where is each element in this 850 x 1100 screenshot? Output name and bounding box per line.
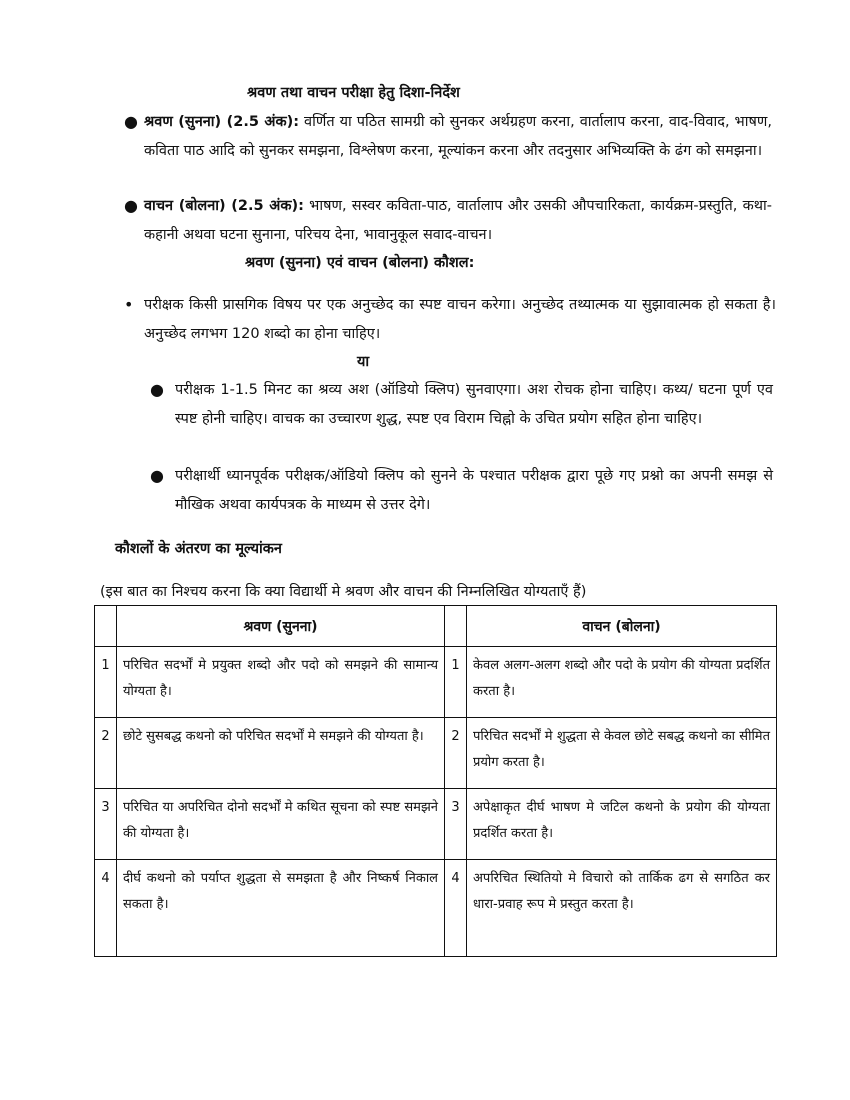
row-number: 4 [95,860,117,957]
bullet-dot: ● [150,466,164,485]
section-title: कौशलों के अंतरण का मूल्यांकन [115,541,282,557]
table-row [95,718,777,789]
bullet-dot: ● [124,112,138,131]
speaking-cell: अपरिचित स्थितियो मे विचारो को तार्किक ढग से सगठित कर धारा-प्रवाह रूप मे प्रस्तुत करता है। [467,860,777,957]
speaking-cell: परिचित सदर्भों मे शुद्धता से केवल छोटे सबद्ध कथनो का सीमित प्रयोग करता है। [467,718,777,789]
row-number: 3 [445,789,467,860]
bullet-dot: ● [150,380,164,399]
table-header-blank [445,606,467,647]
table-header-row [95,606,777,647]
table-row [95,647,777,718]
speaking-text: भाषण, सस्वर कविता-पाठ, वार्तालाप और उसकी औपचारिकता, कार्यक्रम-प्रस्तुति, कथा-कहानी अथवा घटना सुनाना, परिचय देना, भावानुकूल सवाद-वाचन। [144,198,773,243]
examiner-paragraph: परीक्षक किसी प्रासगिक विषय पर एक अनुच्छेद का स्पष्ट वाचन करेगा। अनुच्छेद तथ्यात्मक या सुझावात्मक हो सकता है। अनुच्छेद लगभग 120 शब्दो का होना चाहिए। [144,297,776,342]
row-number: 1 [445,647,467,718]
listening-paragraph [144,108,772,166]
section-note: (इस बात का निश्चय करना कि क्या विद्यार्थी मे श्रवण और वाचन की निम्नलिखित योग्यताएँ हैं) [100,584,587,600]
speaking-paragraph [144,192,772,250]
listening-cell: दीर्घ कथनो को पर्याप्त शुद्धता से समझता है और निष्कर्ष निकाल सकता है। [117,860,445,957]
listening-cell: परिचित सदर्भों मे प्रयुक्त शब्दो और पदो को समझने की सामान्य योग्यता है। [117,647,445,718]
bullet-dot: • [124,295,134,314]
page-heading: श्रवण तथा वाचन परीक्षा हेतु दिशा-निर्देश [247,85,460,101]
table-header-speaking: वाचन (बोलना) [467,606,777,647]
speaking-cell: अपेक्षाकृत दीर्घ भाषण मे जटिल कथनो के प्रयोग की योग्यता प्रदर्शित करता है। [467,789,777,860]
listening-label: श्रवण (सुनना) (2.5 अंक): [144,114,300,130]
row-number: 1 [95,647,117,718]
table-header-listening: श्रवण (सुनना) [117,606,445,647]
audio-clip-paragraph: परीक्षक 1-1.5 मिनट का श्रव्य अश (ऑडियो क्लिप) सुनवाएगा। अश रोचक होना चाहिए। कथ्य/ घटना पूर्ण एव स्पष्ट होनी चाहिए। वाचक का उच्चारण शुद्ध, स्पष्ट एव विराम चिह्नो के उचित प्रयोग सहित होना चाहिए। [175,382,773,427]
row-number: 3 [95,789,117,860]
listening-cell: परिचित या अपरिचित दोनो सदर्भों मे कथित सूचना को स्पष्ट समझने की योग्यता है। [117,789,445,860]
row-number: 2 [445,718,467,789]
bullet-dot: ● [124,196,138,215]
or-label: या [357,354,370,370]
skills-table [94,605,777,957]
table-row [95,789,777,860]
speaking-label: वाचन (बोलना) (2.5 अंक): [144,198,304,214]
speaking-cell: केवल अलग-अलग शब्दो और पदो के प्रयोग की योग्यता प्रदर्शित करता है। [467,647,777,718]
candidate-paragraph: परीक्षार्थी ध्यानपूर्वक परीक्षक/ऑडियो क्लिप को सुनने के पश्चात परीक्षक द्वारा पूछे गए प्रश्नो का अपनी समझ से मौखिक अथवा कार्यपत्रक के माध्यम से उत्तर देगे। [175,468,773,513]
listening-cell: छोटे सुसबद्ध कथनो को परिचित सदर्भों मे समझने की योग्यता है। [117,718,445,789]
row-number: 4 [445,860,467,957]
table-row [95,860,777,957]
listening-text: वर्णित या पठित सामग्री को सुनकर अर्थग्रहण करना, वार्तालाप करना, वाद-विवाद, भाषण, कविता पाठ आदि को सुनकर समझना, विश्लेषण करना, मूल्यांकन करना और तदनुसार अभिव्यक्ति के ढंग को समझना। [144,114,772,159]
table-header-blank [95,606,117,647]
row-number: 2 [95,718,117,789]
skills-heading: श्रवण (सुनना) एवं वाचन (बोलना) कौशल: [245,255,475,271]
